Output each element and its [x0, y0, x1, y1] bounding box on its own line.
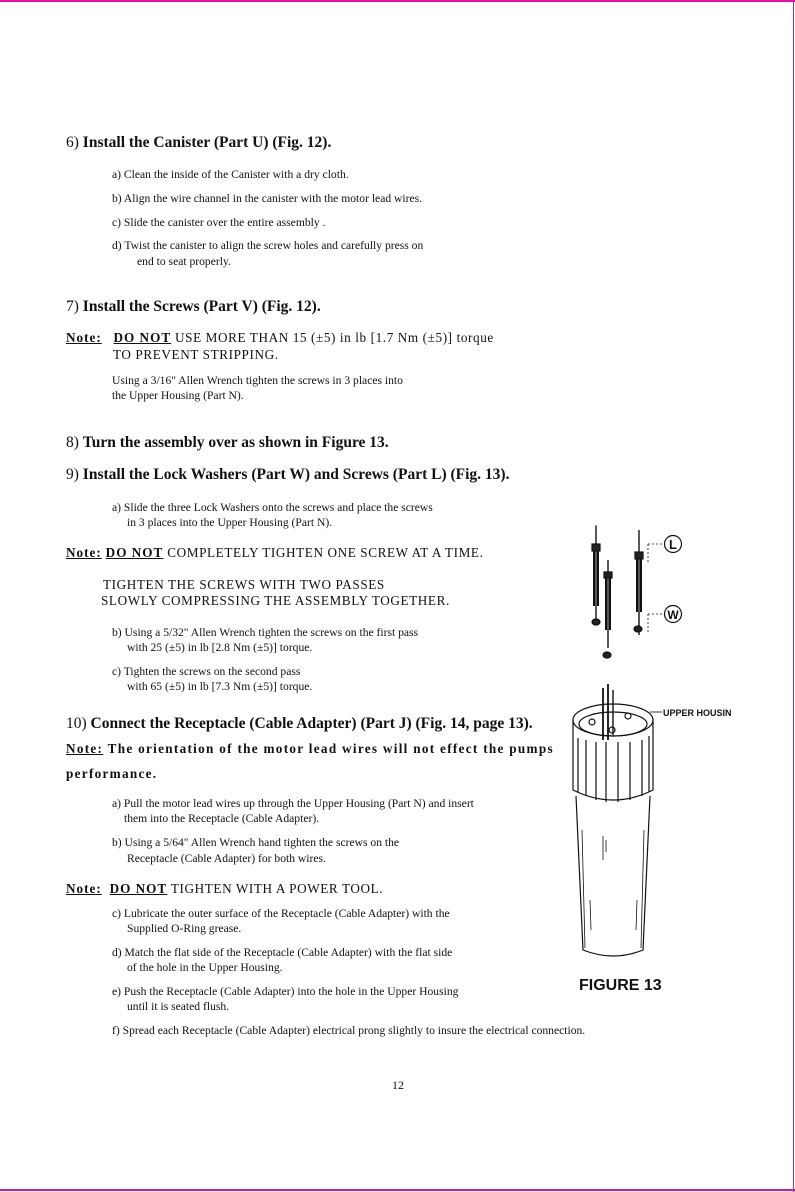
section-10-step-e-cont: until it is seated flush. — [127, 1000, 230, 1013]
section-10-step-e: e) Push the Receptacle (Cable Adapter) into the hole in the Upper Housing — [112, 985, 459, 998]
section-9-note: Note: DO NOT COMPLETELY TIGHTEN ONE SCREW AT A TIME. — [66, 545, 484, 560]
figure-13-illustration — [565, 518, 760, 1008]
section-7-body-1: Using a 3/16" Allen Wrench tighten the screws in 3 places into — [112, 374, 403, 387]
section-10-orientation-note: Note: The orientation of the motor lead wires will not effect the pumps — [66, 741, 554, 756]
callout-l-label: L — [669, 537, 677, 552]
note-label: Note: — [66, 881, 102, 896]
upper-housing-label: UPPER HOUSIN — [663, 708, 732, 718]
section-7-note: Note: DO NOT USE MORE THAN 15 (±5) in lb [1.7 Nm (±5)] torque — [66, 330, 494, 345]
section-10-step-b-cont: Receptacle (Cable Adapter) for both wires. — [127, 852, 326, 865]
section-10-step-a-cont: them into the Receptacle (Cable Adapter). — [124, 812, 320, 825]
section-10-step-f: f) Spread each Receptacle (Cable Adapter) electrical prong slightly to insure the electrical connection. — [112, 1024, 586, 1037]
section-9-step-c-cont: with 65 (±5) in lb [7.3 Nm (±5)] torque. — [127, 680, 313, 693]
section-10-heading: 10) Connect the Receptacle (Cable Adapter) (Part J) (Fig. 14, page 13). — [66, 715, 533, 732]
note-label: Note: — [66, 330, 102, 345]
section-10-step-a: a) Pull the motor lead wires up through the Upper Housing (Part N) and insert — [112, 797, 474, 810]
section-9-step-b-cont: with 25 (±5) in lb [2.8 Nm (±5)] torque. — [127, 641, 313, 654]
section-10-step-b: b) Using a 5/64" Allen Wrench hand tighten the screws on the — [112, 836, 400, 849]
section-9-step-a-cont: in 3 places into the Upper Housing (Part N). — [127, 516, 333, 529]
callout-w-label: W — [667, 608, 679, 622]
section-10-step-d: d) Match the flat side of the Receptacle (Cable Adapter) with the flat side — [112, 946, 453, 959]
page-border-right — [793, 0, 794, 1192]
section-6-step-a: a) Clean the inside of the Canister with a dry cloth. — [112, 168, 349, 181]
section-10-note: Note: DO NOT TIGHTEN WITH A POWER TOOL. — [66, 881, 384, 896]
page-border-bottom — [0, 1189, 795, 1191]
figure-caption: FIGURE 13 — [579, 977, 662, 994]
section-9-heading: 9) Install the Lock Washers (Part W) and Screws (Part L) (Fig. 13). — [66, 466, 510, 483]
section-10-step-c-cont: Supplied O-Ring grease. — [127, 922, 242, 935]
section-10-orientation-note-cont: performance. — [66, 766, 158, 781]
section-9-step-b: b) Using a 5/32" Allen Wrench tighten the screws on the first pass — [112, 626, 419, 639]
section-10-step-c: c) Lubricate the outer surface of the Receptacle (Cable Adapter) with the — [112, 907, 450, 920]
section-6-heading: 6) Install the Canister (Part U) (Fig. 12). — [66, 134, 332, 151]
section-9-step-c: c) Tighten the screws on the second pass — [112, 665, 301, 678]
section-9-step-a: a) Slide the three Lock Washers onto the screws and place the screws — [112, 501, 433, 514]
note-do-not: DO NOT — [113, 330, 172, 345]
section-6-step-c: c) Slide the canister over the entire assembly . — [112, 216, 326, 229]
page-border-top — [0, 0, 795, 2]
section-10-step-d-cont: of the hole in the Upper Housing. — [127, 961, 283, 974]
section-6-step-d-cont: end to seat properly. — [137, 255, 231, 268]
section-7-body-2: the Upper Housing (Part N). — [112, 389, 244, 402]
section-9-caps-2: SLOWLY COMPRESSING THE ASSEMBLY TOGETHER. — [101, 593, 450, 608]
note-label: Note: — [66, 545, 102, 560]
note-do-not: DO NOT — [109, 881, 168, 896]
section-8-heading: 8) Turn the assembly over as shown in Figure 13. — [66, 434, 389, 451]
section-6-step-d: d) Twist the canister to align the screw holes and carefully press on — [112, 239, 424, 252]
section-7-note-cont: TO PREVENT STRIPPING. — [113, 347, 279, 362]
section-9-caps-1: TIGHTEN THE SCREWS WITH TWO PASSES — [103, 577, 385, 592]
note-label: Note: — [66, 741, 104, 756]
section-7-heading: 7) Install the Screws (Part V) (Fig. 12). — [66, 298, 321, 315]
note-do-not: DO NOT — [105, 545, 164, 560]
section-6-step-b: b) Align the wire channel in the canister with the motor lead wires. — [112, 192, 423, 205]
page-number: 12 — [392, 1078, 404, 1092]
